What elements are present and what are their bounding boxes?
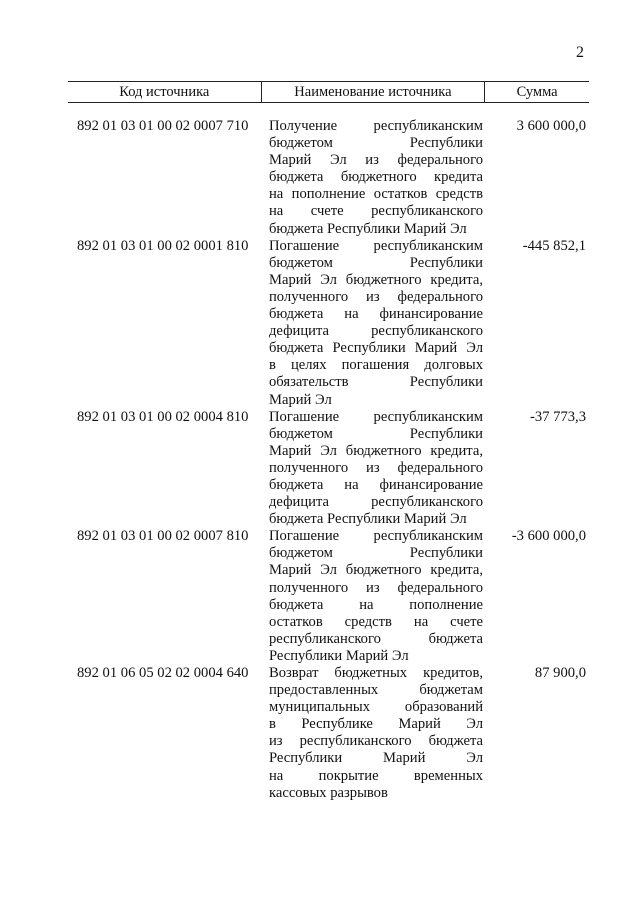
source-name-line: Республики Марий Эл — [269, 647, 409, 664]
source-name-line: Погашение республиканским — [269, 237, 483, 254]
header-amount: Сумма — [516, 83, 558, 100]
source-name-line: Марий Эл бюджетного кредита, — [269, 271, 483, 288]
source-name-line: полученного из федерального — [269, 579, 483, 596]
source-name-line: полученного из федерального — [269, 288, 483, 305]
amount: -3 600 000,0 — [511, 528, 586, 545]
source-name-line: бюджетом Республики — [269, 545, 483, 562]
source-name-line: бюджета на финансирование — [269, 476, 483, 493]
source-name-line: Марий Эл — [269, 391, 332, 408]
source-name-line: дефицита республиканского — [269, 494, 483, 511]
header-source-name: Наименование источника — [262, 82, 486, 102]
source-name — [269, 409, 483, 529]
source-name — [269, 118, 483, 238]
source-name-line: Марий Эл бюджетного кредита, — [269, 442, 483, 459]
source-name — [269, 528, 483, 665]
source-name — [269, 665, 483, 802]
source-name-line: бюджета бюджетного кредита — [269, 169, 483, 186]
source-name-line: бюджета Республики Марий Эл — [269, 340, 483, 357]
source-code: 892 01 03 01 00 02 0007 810 — [77, 528, 249, 545]
source-code: 892 01 03 01 00 02 0004 810 — [77, 408, 249, 425]
source-name-line: Марий Эл из федерального — [269, 152, 483, 169]
source-code: 892 01 03 01 00 02 0007 710 — [77, 118, 249, 134]
source-name-line: полученного из федерального — [269, 459, 483, 476]
source-name-line: Погашение республиканским — [269, 528, 483, 545]
source-name-line: в Республике Марий Эл — [269, 716, 483, 733]
table-header — [68, 81, 589, 103]
source-name — [269, 238, 483, 409]
source-name-line: Погашение республиканским — [269, 408, 483, 425]
amount: -445 852,1 — [522, 237, 586, 254]
amount: 87 900,0 — [534, 665, 586, 681]
source-name-line: из республиканского бюджета — [269, 733, 483, 750]
source-name-line: Марий Эл бюджетного кредита, — [269, 562, 483, 579]
header-source-code: Код источника — [68, 82, 262, 102]
source-name-line: бюджета Республики Марий Эл — [269, 511, 467, 528]
source-name-line: в целях погашения долговых — [269, 357, 483, 374]
source-name-line: кассовых разрывов — [269, 784, 388, 801]
source-name-line: бюджета Республики Марий Эл — [269, 220, 467, 237]
source-name-line: бюджета на финансирование — [269, 306, 483, 323]
source-name-line: бюджетом Республики — [269, 135, 483, 152]
source-name-line: Получение республиканским — [269, 118, 483, 134]
source-name-line: остатков средств на счете — [269, 613, 483, 630]
source-name-line: Республики Марий Эл — [269, 750, 483, 767]
source-name-line: дефицита республиканского — [269, 323, 483, 340]
amount: 3 600 000,0 — [516, 118, 586, 134]
source-name-line: муниципальных образований — [269, 699, 483, 716]
table-row — [68, 665, 589, 802]
source-code: 892 01 06 05 02 02 0004 640 — [77, 665, 249, 681]
source-name-line: бюджетом Республики — [269, 254, 483, 271]
table-body — [68, 118, 589, 802]
page-number: 2 — [576, 44, 584, 61]
source-name-line: на покрытие временных — [269, 767, 483, 784]
source-name-line: на пополнение остатков средств — [269, 186, 483, 203]
table-row — [68, 528, 589, 665]
table-row — [68, 238, 589, 409]
source-code: 892 01 03 01 00 02 0001 810 — [77, 237, 249, 254]
source-name-line: республиканского бюджета — [269, 630, 483, 647]
source-name-line: Возврат бюджетных кредитов, — [269, 665, 483, 681]
amount: -37 773,3 — [530, 408, 586, 425]
table-row — [68, 118, 589, 238]
source-name-line: предоставленных бюджетам — [269, 682, 483, 699]
source-name-line: обязательств Республики — [269, 374, 483, 391]
source-name-line: бюджетом Республики — [269, 425, 483, 442]
source-name-line: на счете республиканского — [269, 203, 483, 220]
table-row — [68, 409, 589, 529]
source-name-line: бюджета на пополнение — [269, 596, 483, 613]
